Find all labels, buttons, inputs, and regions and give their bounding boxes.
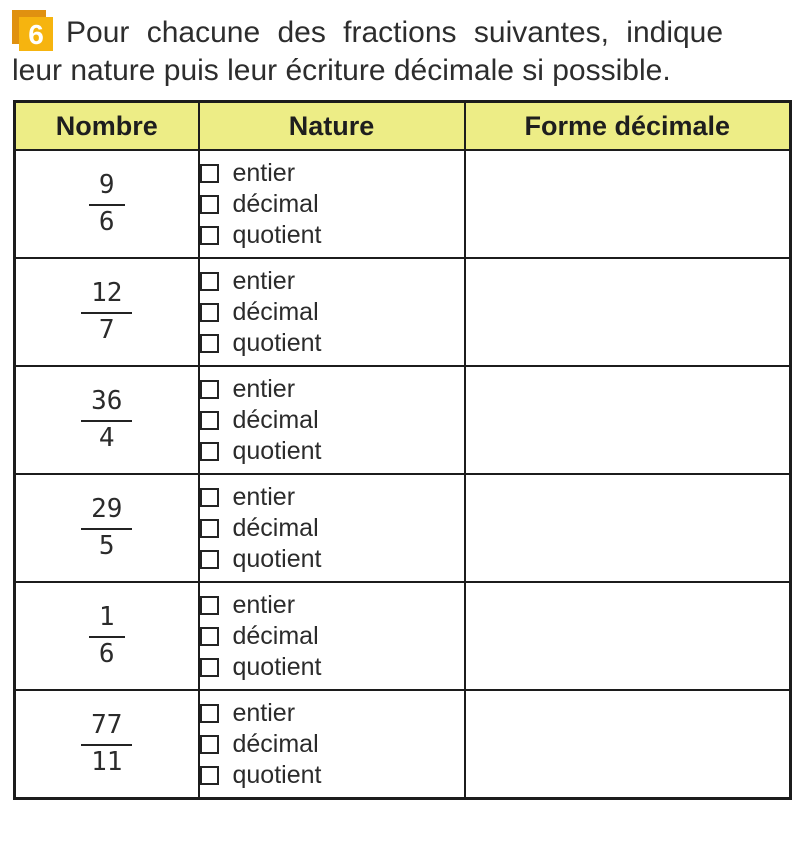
nature-option [200,482,464,513]
checkbox-entier[interactable] [200,488,219,507]
nature-option-label: entier [232,158,296,187]
nature-option [200,405,464,436]
nature-cell [199,150,465,258]
fraction-cell [15,258,199,366]
checkbox-entier[interactable] [200,596,219,615]
nature-option-label: décimal [232,297,319,326]
nature-option-label: quotient [232,220,322,249]
nature-option-label: quotient [232,544,322,573]
nature-option [200,436,464,467]
fraction-cell [15,474,199,582]
fraction-numerator: 77 [91,710,123,741]
nature-option [200,158,464,189]
fraction-cell [15,150,199,258]
fraction [81,711,132,776]
nature-cell [199,258,465,366]
nature-option [200,760,464,791]
checkbox-entier[interactable] [200,272,219,291]
nature-option-label: quotient [232,328,322,357]
nature-cell [199,582,465,690]
fraction-denominator: 11 [81,744,132,777]
nature-option [200,220,464,251]
nature-option [200,621,464,652]
checkbox-quotient[interactable] [200,226,219,245]
forme-decimale-cell[interactable] [465,258,791,366]
checkbox-quotient[interactable] [200,550,219,569]
nature-option [200,374,464,405]
nature-option [200,266,464,297]
table-header-row [15,102,791,151]
nature-option-label: quotient [232,436,322,465]
fraction-cell [15,690,199,799]
header-nombre: Nombre [15,102,199,151]
nature-option [200,652,464,683]
checkbox-decimal[interactable] [200,411,219,430]
nature-option [200,590,464,621]
nature-option-label: décimal [232,513,319,542]
statement-line-1: Pour chacune des fractions suivantes, indique [66,16,724,49]
nature-cell [199,366,465,474]
fraction [89,171,125,236]
nature-option-label: quotient [232,760,322,789]
statement-line-2: leur nature puis leur écriture décimale si possible. [12,54,671,87]
fraction-numerator: 29 [91,494,123,525]
nature-option-label: décimal [232,405,319,434]
fractions-table [13,100,792,800]
nature-option [200,328,464,359]
nature-option-label: entier [232,266,296,295]
nature-option-label: décimal [232,189,319,218]
table-row [15,366,791,474]
checkbox-quotient[interactable] [200,442,219,461]
forme-decimale-cell[interactable] [465,690,791,799]
forme-decimale-cell[interactable] [465,474,791,582]
table-row [15,150,791,258]
nature-cell [199,474,465,582]
nature-option-label: entier [232,698,296,727]
fraction-denominator: 5 [81,528,132,561]
forme-decimale-cell[interactable] [465,150,791,258]
fraction-cell [15,366,199,474]
nature-option-label: entier [232,374,296,403]
nature-cell [199,690,465,799]
nature-option [200,189,464,220]
exercise-number: 6 [19,17,53,51]
checkbox-decimal[interactable] [200,303,219,322]
nature-option-label: entier [232,482,296,511]
nature-option-label: décimal [232,729,319,758]
checkbox-quotient[interactable] [200,658,219,677]
nature-option-label: entier [232,590,296,619]
checkbox-decimal[interactable] [200,627,219,646]
fraction-cell [15,582,199,690]
fraction [81,495,132,560]
fraction-denominator: 4 [81,420,132,453]
table-row [15,258,791,366]
checkbox-quotient[interactable] [200,766,219,785]
checkbox-quotient[interactable] [200,334,219,353]
fraction [81,279,132,344]
fraction [81,387,132,452]
exercise-number-badge [12,10,54,52]
nature-option [200,297,464,328]
checkbox-entier[interactable] [200,380,219,399]
fraction-numerator: 9 [98,170,115,201]
nature-option [200,729,464,760]
table-row [15,474,791,582]
checkbox-decimal[interactable] [200,195,219,214]
nature-option-label: décimal [232,621,319,650]
table-row [15,582,791,690]
forme-decimale-cell[interactable] [465,582,791,690]
header-forme-decimale: Forme décimale [465,102,791,151]
checkbox-entier[interactable] [200,704,219,723]
exercise-statement [12,10,803,89]
checkbox-entier[interactable] [200,164,219,183]
fraction-numerator: 36 [91,386,123,417]
nature-option [200,698,464,729]
checkbox-decimal[interactable] [200,735,219,754]
checkbox-decimal[interactable] [200,519,219,538]
table-row [15,690,791,799]
forme-decimale-cell[interactable] [465,366,791,474]
fraction-denominator: 6 [89,636,125,669]
worksheet-page [0,10,803,848]
fraction-numerator: 12 [91,278,123,309]
fraction-denominator: 7 [81,312,132,345]
nature-option-label: quotient [232,652,322,681]
fraction-denominator: 6 [89,204,125,237]
header-nature: Nature [199,102,465,151]
fraction [89,603,125,668]
nature-option [200,513,464,544]
nature-option [200,544,464,575]
fraction-numerator: 1 [98,602,115,633]
